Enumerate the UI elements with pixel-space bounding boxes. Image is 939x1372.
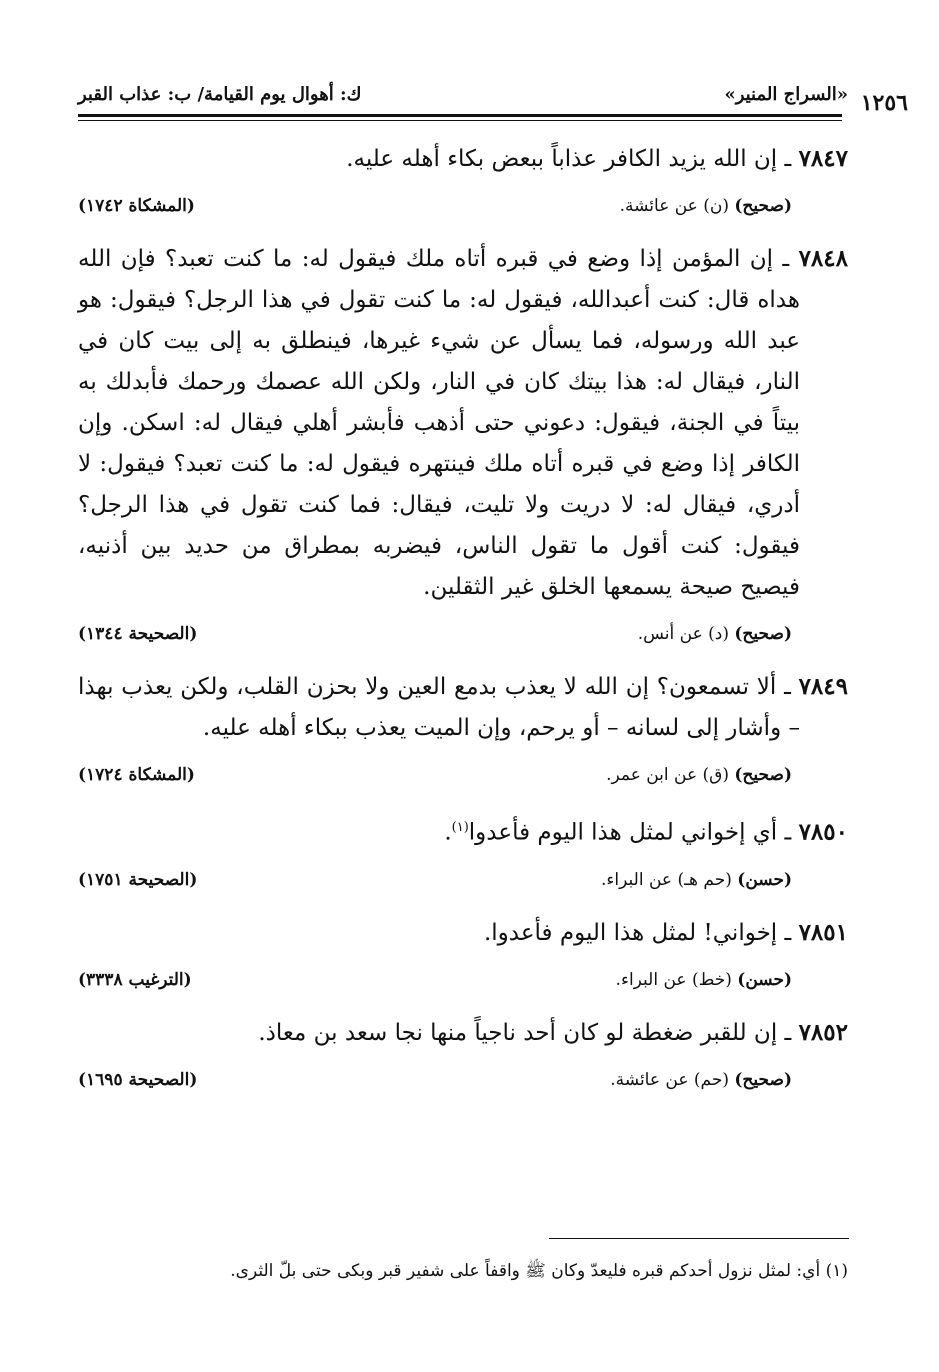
hadith-text xyxy=(78,912,848,954)
hadith-text xyxy=(78,807,848,854)
hadith-source xyxy=(78,868,792,892)
chapter-title: ك: أهوال يوم القيامة/ ب: عذاب القبر xyxy=(78,84,362,105)
grade: (حسن) xyxy=(737,969,792,990)
hadith-7848 xyxy=(78,238,848,646)
grade: (صحيح) xyxy=(734,1069,792,1090)
dash: ـ xyxy=(777,919,799,946)
hadith-number: ٧٨٤٨ xyxy=(798,245,848,272)
hadith-7852 xyxy=(78,1012,848,1092)
grade: (صحيح) xyxy=(734,624,792,644)
footnote-number: (١) xyxy=(825,1261,848,1281)
dash: ـ xyxy=(777,146,799,172)
hadith-body: أي إخواني لمثل هذا اليوم فأعدوا xyxy=(468,819,778,846)
hadith-source xyxy=(78,194,792,218)
reference: (الصحيحة ١٣٤٤) xyxy=(78,624,198,644)
header-rule-thick xyxy=(78,114,842,117)
book-title: «السراج المنير» xyxy=(724,84,848,105)
dash: ـ xyxy=(773,246,799,272)
reference: (الصحيحة ١٧٥١) xyxy=(78,869,198,890)
hadith-body: إن للقبر ضغطة لو كان أحد ناجياً منها نجا سعد بن معاذ. xyxy=(258,1019,778,1046)
dash: ـ xyxy=(776,674,799,700)
header-rule-thin xyxy=(78,120,842,121)
dash: ـ xyxy=(777,1019,799,1046)
grade: (صحيح) xyxy=(734,765,792,785)
hadith-text xyxy=(78,238,848,608)
footnote-marker[interactable]: (١) xyxy=(451,820,469,835)
footnote-rule xyxy=(549,1238,849,1239)
hadith-text xyxy=(78,1012,848,1054)
hadith-number: ٧٨٥١ xyxy=(798,918,848,946)
narrator: (حم) عن عائشة. xyxy=(610,1069,729,1090)
hadith-7851 xyxy=(78,912,848,992)
hadith-body: ألا تسمعون؟ إن الله لا يعذب بدمع العين ولا بحزن القلب، ولكن يعذب بهذا – وأشار إلى لسانه – أو يرحم، وإن الميت يعذب ببكاء أهله عليه. xyxy=(78,674,800,741)
hadith-source xyxy=(78,1068,792,1092)
grade: (حسن) xyxy=(737,869,792,890)
narrator: (ق) عن ابن عمر. xyxy=(606,765,729,785)
hadith-body: إن الله يزيد الكافر عذاباً ببعض بكاء أهله عليه. xyxy=(346,146,778,172)
narrator: (ن) عن عائشة. xyxy=(619,196,729,216)
hadith-text xyxy=(78,666,848,749)
footnote xyxy=(100,1258,848,1284)
reference: (الصحيحة ١٦٩٥) xyxy=(78,1069,198,1090)
page-number: ١٢٥٦ xyxy=(860,90,908,116)
hadith-7849 xyxy=(78,666,848,787)
page-header xyxy=(78,78,908,118)
hadith-number: ٧٨٥٠ xyxy=(798,818,848,846)
hadith-body: إخواني! لمثل هذا اليوم فأعدوا. xyxy=(483,919,778,946)
hadith-body-end: . xyxy=(444,819,452,846)
footnote-text: أي: لمثل نزول أحدكم قبره فليعدّ وكان ﷺ واقفاً على شفير قبر وبكى حتى بلّ الثرى. xyxy=(230,1261,821,1281)
reference: (الترغيب ٣٣٣٨) xyxy=(78,969,192,990)
dash: ـ xyxy=(777,819,799,846)
narrator: (د) عن أنس. xyxy=(637,624,729,644)
hadith-7847 xyxy=(78,138,848,218)
hadith-number: ٧٨٤٧ xyxy=(798,145,848,172)
grade: (صحيح) xyxy=(734,196,792,216)
hadith-number: ٧٨٤٩ xyxy=(798,673,848,700)
hadith-list xyxy=(78,138,848,1112)
hadith-source xyxy=(78,622,792,646)
hadith-body: إن المؤمن إذا وضع في قبره أتاه ملك فيقول له: ما كنت تعبد؟ فإن الله هداه قال: كنت أعبدالله، فيقول له: ما كنت تقول في هذا الرجل؟ فيقول: هو عبد الله ورسوله، فما يسأل عن شيء غيرها، فينطلق به إلى بيت كان في النار، فيقال له: هذا بيتك كان في النار، ولكن الله عصمك ورحمك فأبدلك به بيتاً في الجنة، فيقول: دعوني حتى أذهب فأبشر أهلي فيقال له: اسكن. وإن الكافر إذا وضع في قبره أتاه ملك فينتهره فيقول له: ما كنت تعبد؟ فيقول: لا أدري، فيقال له: لا دريت ولا تليت، فيقال: فما كنت تقول في هذا الرجل؟ فيقول: كنت أقول ما تقول الناس، فيضربه بمطراق من حديد بين أذنيه، فيصيح صيحة يسمعها الخلق غير الثقلين. xyxy=(78,246,800,600)
hadith-text xyxy=(78,138,848,180)
hadith-source xyxy=(78,763,792,787)
narrator: (حم هـ) عن البراء. xyxy=(601,869,732,890)
reference: (المشكاة ١٧٤٢) xyxy=(78,196,195,216)
hadith-7850 xyxy=(78,807,848,892)
hadith-source xyxy=(78,968,792,992)
narrator: (خط) عن البراء. xyxy=(615,969,732,990)
reference: (المشكاة ١٧٢٤) xyxy=(78,765,195,785)
hadith-number: ٧٨٥٢ xyxy=(798,1018,848,1046)
